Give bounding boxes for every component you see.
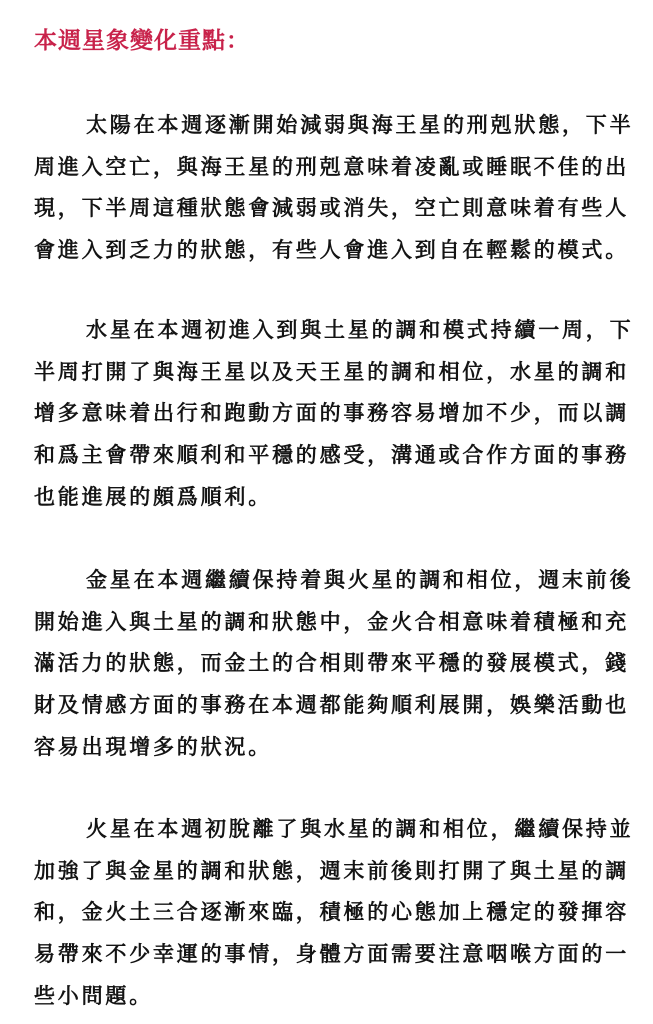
paragraph-line: 周進入空亡，與海王星的刑剋意味着凌亂或睡眠不佳的出 xyxy=(34,154,629,179)
paragraph-sun xyxy=(34,105,634,272)
paragraph-line: 財及情感方面的事務在本週都能夠順利展開，娛樂活動也 xyxy=(34,693,629,718)
paragraph-line: 和，金火土三合逐漸來臨，積極的心態加上穩定的發揮容 xyxy=(34,900,629,925)
paragraph-line: 現，下半周這種狀態會減弱或消失，空亡則意味着有些人 xyxy=(34,196,629,221)
paragraph-mercury xyxy=(34,310,634,518)
paragraph-line: 增多意味着出行和跑動方面的事務容易增加不少，而以調 xyxy=(34,401,629,426)
paragraph-line: 和爲主會帶來順利和平穩的感受，溝通或合作方面的事務 xyxy=(34,443,629,468)
paragraph-line: 半周打開了與海王星以及天王星的調和相位，水星的調和 xyxy=(34,359,629,384)
paragraph-line: 容易出現增多的狀況。 xyxy=(34,734,272,759)
paragraph-line: 金星在本週繼續保持着與火星的調和相位，週末前後 xyxy=(86,568,634,592)
paragraph-line: 些小問題。 xyxy=(34,983,153,1008)
paragraph-line: 會進入到乏力的狀態，有些人會進入到自在輕鬆的模式。 xyxy=(34,238,629,263)
paragraph-line: 加強了與金星的調和狀態，週末前後則打開了與土星的調 xyxy=(34,858,629,883)
section-heading: 本週星象變化重點： xyxy=(34,28,250,54)
paragraph-line: 火星在本週初脫離了與水星的調和相位，繼續保持並 xyxy=(86,817,634,841)
paragraph-line: 水星在本週初進入到與土星的調和模式持續一周，下 xyxy=(86,318,634,342)
paragraph-venus xyxy=(34,560,634,768)
paragraph-line: 也能進展的頗爲順利。 xyxy=(34,484,272,509)
paragraph-line: 易帶來不少幸運的事情，身體方面需要注意咽喉方面的一 xyxy=(34,942,629,967)
paragraph-line: 滿活力的狀態，而金土的合相則帶來平穩的發展模式，錢 xyxy=(34,651,629,676)
paragraph-line: 開始進入與土星的調和狀態中，金火合相意味着積極和充 xyxy=(34,609,629,634)
paragraph-mars xyxy=(34,809,634,1017)
paragraph-line: 太陽在本週逐漸開始減弱與海王星的刑剋狀態，下半 xyxy=(86,113,634,137)
